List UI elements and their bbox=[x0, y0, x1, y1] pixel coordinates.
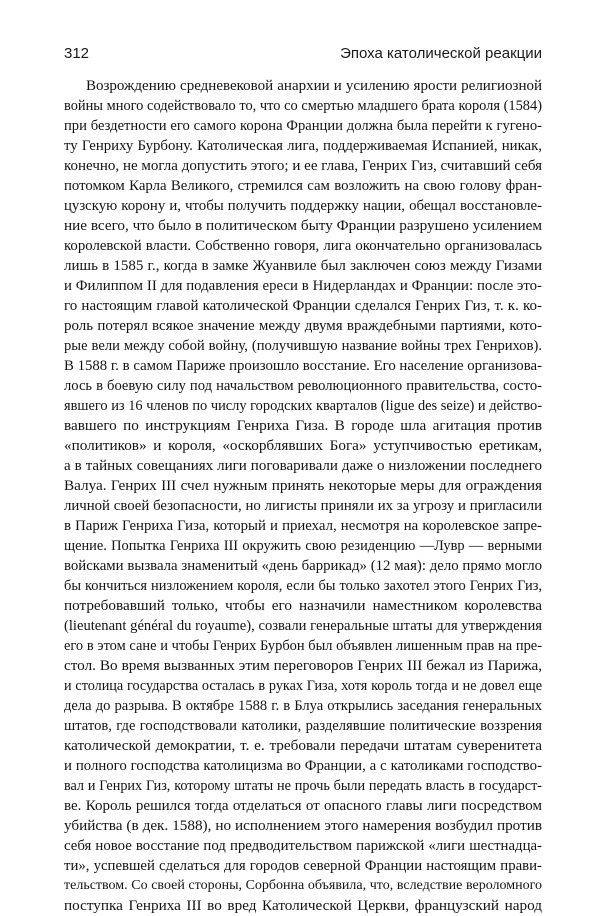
text-line: себя новое восстание под предводительством парижской «лиги шестнадца- bbox=[64, 838, 542, 854]
text-line: лось в боевую силу под начальством революционного правительства, состо- bbox=[64, 378, 542, 394]
text-line: цузскую корону и, чтобы получить поддержку нации, обещал восстановле- bbox=[64, 198, 542, 214]
text-line: войсками вызвала знаменитый «день баррикад» (12 мая): дело прямо могло bbox=[64, 558, 542, 574]
text-line: и столица государства осталась в руках Гиза, хотя король тогда и не довел еще bbox=[64, 678, 542, 694]
text-line: дела до разрыва. В октябре 1588 г. в Блуа открылись заседания генеральных bbox=[64, 698, 542, 714]
text-line: щение. Попытка Генриха III окружить свою резиденцию —Лувр — верными bbox=[64, 538, 542, 554]
text-line: потребовавший только, чтобы его назначили наместником королевства bbox=[64, 597, 542, 614]
text-line: «политиков» и короля, «оскорблявших Бога» уступчивостью еретикам, bbox=[64, 437, 542, 454]
text-line: потомком Карла Великого, стремился сам возложить на свою голову фран- bbox=[64, 178, 542, 194]
text-line: штатов, где господствовали католики, разделявшие политические воззрения bbox=[64, 718, 542, 734]
text-line: стол. Во время вызванных этим переговоров Генрих III бежал из Парижа, bbox=[64, 657, 542, 674]
page-header bbox=[64, 44, 542, 66]
text-line: (lieutenant général du royaume), созвали генеральные штаты для утверждения bbox=[64, 618, 542, 634]
text-line: при бездетности его самого корона Франции должна была перейти к гугено- bbox=[64, 118, 542, 134]
text-line: В 1588 г. в самом Париже произошло восстание. Его население организова- bbox=[64, 358, 542, 374]
text-line: го настоящим главой католической Франции сделался Генрих Гиз, т. к. ко- bbox=[64, 298, 542, 314]
text-line: личной своей безопасности, но лигисты приняли их за угрозу и пригласили bbox=[64, 498, 542, 514]
text-line: католической демократии, т. е. требовали передачи штатам суверенитета bbox=[64, 737, 542, 754]
text-line: вавшего по инструкциям Генриха Гиза. В городе шла агитация против bbox=[64, 417, 542, 434]
text-line: Валуа. Генрих III счел нужным принять некоторые меры для ограждения bbox=[64, 477, 542, 494]
text-line: а в тайных совещаниях лиги поговаривали даже о низложении последнего bbox=[64, 458, 542, 474]
text-line: королевской власти. Собственно говоря, лига окончательно организовалась bbox=[64, 238, 542, 254]
text-line: и Филиппом II для подавления ереси в Нидерландах и Франции: после это- bbox=[64, 278, 542, 294]
text-line: и полного господства католицизма во Франции, а с католиками господство- bbox=[64, 758, 542, 774]
text-line: ние всего, что было в политическом быту Франции разрушено усилением bbox=[64, 217, 542, 234]
text-line: рые вели между собой войну, (получившую название войны трех Генрихов). bbox=[64, 338, 542, 354]
running-head: Эпоха католической реакции bbox=[340, 45, 542, 62]
text-line: его в этом сане и чтобы Генрих Бурбон был объявлен лишенным прав на пре- bbox=[64, 638, 542, 654]
text-line: поступка Генриха III во вред Католической Церкви, французский народ bbox=[64, 897, 542, 914]
text-line: Возрождению средневековой анархии и усилению ярости религиозной bbox=[86, 78, 542, 94]
text-line: вал и Генрих Гиз, которому штаты не прочь были передать власть в государст- bbox=[64, 778, 542, 794]
text-line: ту Генриху Бурбону. Католическая лига, поддерживаемая Испанией, никак, bbox=[64, 138, 542, 154]
text-line: роль потерял всякое значение между двумя враждебными партиями, кото- bbox=[64, 318, 542, 334]
text-line: убийства (в дек. 1588), но исполнением этого намерения возбудил против bbox=[64, 817, 542, 834]
page-number: 312 bbox=[64, 45, 90, 62]
text-line: лишь в 1585 г., когда в замке Жуанвиле был заключен союз между Гизами bbox=[64, 258, 542, 274]
text-line: бы кончиться низложением короля, если бы только захотел этого Генрих Гиз, bbox=[64, 578, 542, 594]
text-line: явшего из 16 членов по числу городских кварталов (ligue des seize) и действо- bbox=[64, 398, 542, 414]
body-text bbox=[64, 76, 542, 916]
text-line: тельством. Со своей стороны, Сорбонна объявила, что, вследствие вероломного bbox=[64, 878, 542, 893]
text-line: ве. Король решился тогда отделаться от опасного главы лиги посредством bbox=[64, 798, 542, 814]
text-line: войны много содействовало то, что со смертью младшего брата короля (1584) bbox=[64, 98, 542, 114]
text-line: ти», успевшей сделаться для городов северной Франции настоящим прави- bbox=[64, 858, 542, 874]
text-line: конечно, не могла допустить этого; и ее глава, Генрих Гиз, считавший себя bbox=[64, 158, 542, 174]
text-line: в Париж Генриха Гиза, который и приехал, несмотря на королевское запре- bbox=[64, 518, 542, 534]
